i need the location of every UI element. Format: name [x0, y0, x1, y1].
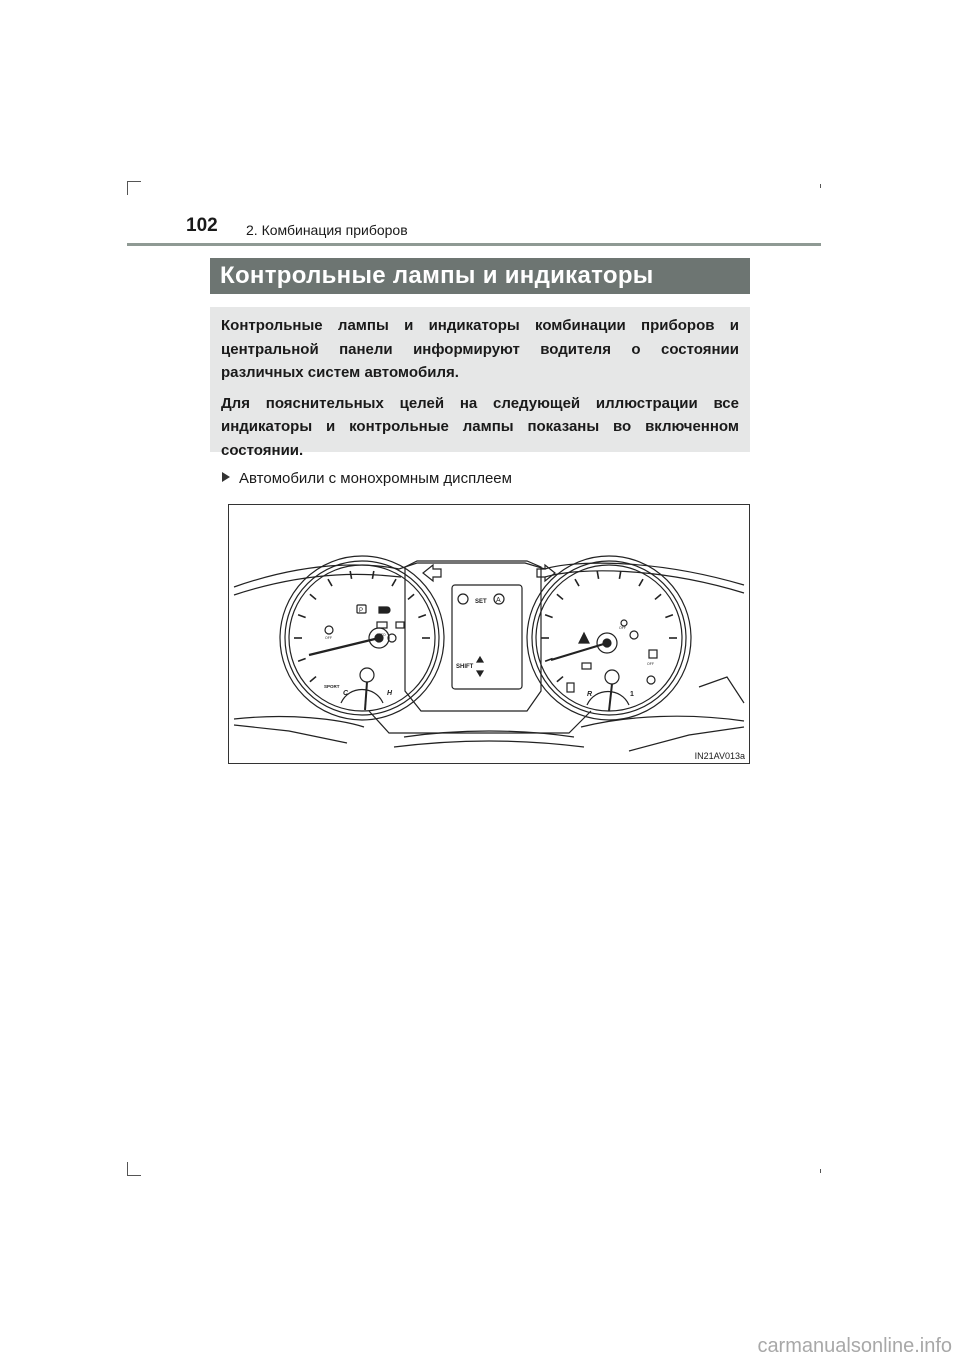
bullet-item	[222, 470, 512, 487]
display-shift-label: SHIFT	[456, 664, 474, 670]
intro-box	[210, 307, 750, 459]
left-gauge	[280, 556, 444, 720]
off-label-right-2: OFF	[647, 662, 654, 666]
bullet-arrow-icon	[222, 472, 230, 482]
fuel-r-label: R	[587, 691, 593, 698]
section-title: Контрольные лампы и индикаторы	[210, 258, 750, 294]
warning-triangle-icon	[579, 633, 589, 643]
turn-left-arrow-icon	[423, 565, 441, 581]
sport-label: SPORT	[324, 684, 340, 689]
intro-paragraph-1: Контрольные лампы и индикаторы комбинации приборов и центральной панели информируют водителя о состоянии различных систем автомобиля.	[221, 317, 739, 381]
figure-code: IN21AV013a	[694, 751, 745, 761]
crop-mark-bottom-left-h	[127, 1175, 141, 1176]
crop-mark-bottom-right	[820, 1169, 821, 1173]
bullet-text: Автомобили с монохромным дисплеем	[239, 470, 512, 487]
fuel-icon	[567, 683, 574, 692]
off-label-left: OFF	[325, 636, 332, 640]
svg-text:P: P	[359, 608, 364, 614]
auto-label: AUTO	[376, 633, 386, 637]
crop-mark-top-left-v	[127, 181, 128, 195]
svg-text:A: A	[496, 597, 501, 604]
crop-mark-top-right	[820, 184, 821, 188]
running-head: 2. Комбинация приборов	[246, 222, 408, 238]
page-number: 102	[186, 215, 218, 236]
tire-pressure-icon	[630, 631, 638, 639]
right-gauge	[527, 556, 691, 720]
temp-hot-label: H	[387, 690, 393, 697]
header-rule	[127, 243, 821, 246]
fuel-1-label: 1	[630, 691, 634, 698]
headlight-icon	[379, 607, 390, 613]
engine-temp-icon	[582, 663, 591, 669]
instrument-cluster-illustration	[229, 505, 749, 763]
intro-paragraph-2: Для пояснительных целей на следующей иллюстрации все индикаторы и контрольные лампы показаны во включенном состоянии.	[221, 394, 739, 459]
instrument-cluster-figure	[228, 504, 750, 764]
temp-cold-label: C	[343, 690, 349, 697]
crop-mark-bottom-left-v	[127, 1162, 128, 1176]
crop-mark-top-left-h	[127, 181, 141, 182]
display-set-label: SET	[475, 599, 487, 605]
off-label-right-1: OFF	[619, 626, 626, 630]
watermark[interactable]: carmanualsonline.info	[757, 1335, 952, 1357]
